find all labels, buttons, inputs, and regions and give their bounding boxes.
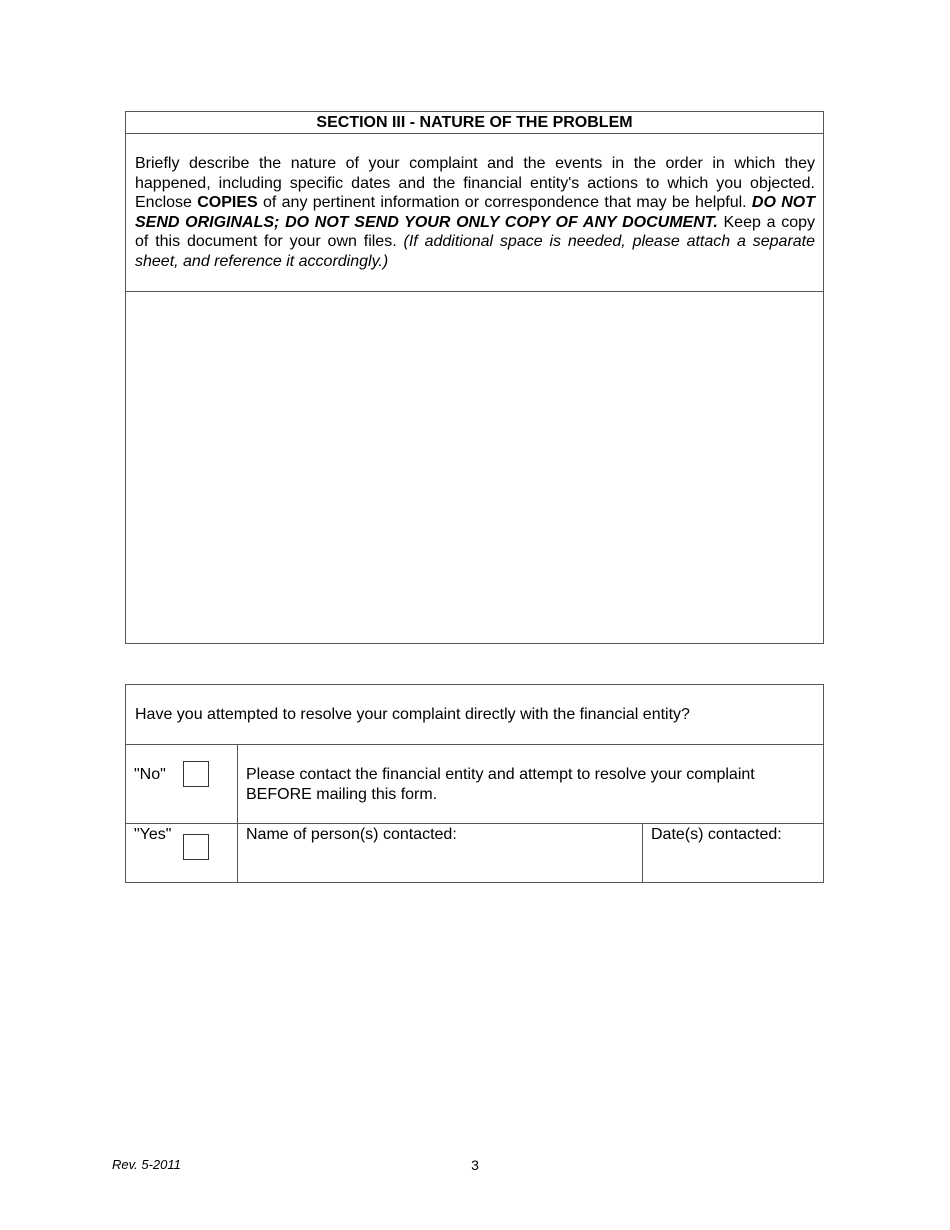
instructions-text-3: Keep a copy of this document for your own files. <box>135 213 815 251</box>
section-3-instructions <box>126 134 823 292</box>
yes-checkbox[interactable] <box>183 834 209 860</box>
column-divider <box>237 745 238 883</box>
no-label: "No" <box>134 766 166 783</box>
section-3-table <box>125 111 824 644</box>
column-divider <box>642 824 643 883</box>
date-contacted-label: Date(s) contacted: <box>651 826 782 843</box>
resolution-question: Have you attempted to resolve your complaint directly with the financial entity? <box>126 685 823 745</box>
instructions-text-2: of any pertinent information or correspondence that may be helpful. <box>257 194 752 212</box>
section-3-title: SECTION III - NATURE OF THE PROBLEM <box>126 112 823 134</box>
revision-label: Rev. 5-2011 <box>112 1157 181 1172</box>
instructions-note: (If additional space is needed, please attach a separate sheet, and reference it accordingly.) <box>135 233 816 270</box>
name-contacted-label: Name of person(s) contacted: <box>246 826 457 843</box>
no-instruction: Please contact the financial entity and attempt to resolve your complaint BEFORE mailing this form. <box>246 766 755 803</box>
resolution-table <box>125 684 824 883</box>
yes-label: "Yes" <box>134 826 172 843</box>
complaint-description-area[interactable] <box>126 292 823 644</box>
instructions-warning: DO NOT SEND ORIGINALS; DO NOT SEND YOUR ONLY COPY OF ANY DOCUMENT. <box>135 194 816 231</box>
page-number: 3 <box>471 1157 479 1173</box>
instructions-text-1: Briefly describe the nature of your complaint and the events in the order in which they happened, including specific dates and the financial entity's actions to which you objected. Enclose <box>135 155 815 212</box>
row-divider <box>126 823 823 824</box>
instructions-copies: COPIES <box>197 194 258 212</box>
no-checkbox[interactable] <box>183 761 209 787</box>
